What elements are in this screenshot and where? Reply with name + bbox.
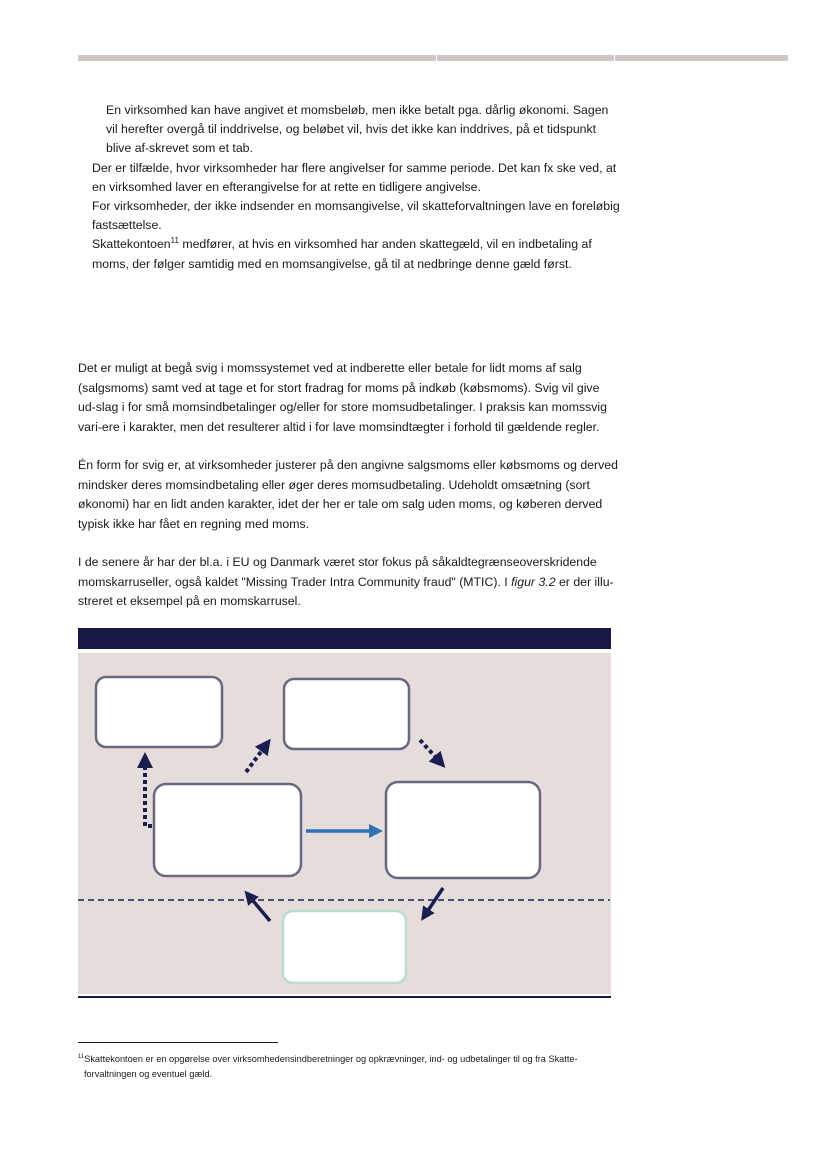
body-paragraph: Én form for svig er, at virksomheder justerer på den angivne salgsmoms eller købsmoms og derved mindsker deres momsindbetaling eller øger deres momsudbetaling. Udeholdt omsætning (sort økonomi) har en lidt anden karakter, idet der her er tale om salg uden moms, og køberen derved typisk ikke har fået en regning med moms. [78,458,618,531]
footnote-number: 11 [78,1053,85,1060]
company-box-center[interactable] [154,784,301,876]
dotted-arrow-up-left [145,760,152,826]
footnote-rule [78,1042,278,1043]
company-box-foreign[interactable] [283,911,406,983]
info-box-paragraph: Skattekontoen$^{11}$ medfører, at hvis en virksomhed har anden skattegæld, vil en indbetaling af moms, der følger samtidig med en momsangivelse, gå til at nedbringe denne gæld først. [92,236,592,271]
dotted-arrow-down-right [420,740,440,762]
figure-reference[interactable]: figur 3.2 [511,574,556,589]
body-paragraph: Det er muligt at begå svig i momssystemet ved at indberette eller betale for lidt moms af salg (salgsmoms) samt ved at tage et for stort fradrag for moms på indkøb (købsmoms). Svig vil give ud-slag i for små momsindbetalinger og/eller for store momsudbetalinger. I praksis kan momssvig vari-ere i karakter, men det resulterer altid i for lave momsindtægter i forhold til gældende regler. [78,361,607,434]
footnote-reference[interactable]: 11 [170,236,179,246]
company-box-top[interactable] [284,679,409,749]
info-box-paragraph: For virksomheder, der ikke indsender en momsangivelse, vil skatteforvaltningen lave en foreløbig fastsættelse. [92,199,620,233]
info-box-paragraph: En virksomhed kan have angivet et momsbeløb, men ikke betalt pga. dårlig økonomi. Sagen vil herefter overgå til inddrivelse, og beløbet vil, hvis det ikke kan inddrives, på et tidspunkt blive af-skrevet som et tab. [106,103,609,156]
info-box-paragraph: Der er tilfælde, hvor virksomheder har flere angivelser for samme periode. Det kan fx ske ved, at en virksomhed laver en efterangivelse for at rette en tidligere angivelse. [92,160,617,194]
footnote: $^{11}$Skattekontoen er en opgørelse over virksomhedensindberetninger og opkrævninger, ind- og udbetalinger til og fra Skatte- forvaltningen og eventuel gæld. [78,1053,578,1079]
company-box-right[interactable] [386,782,540,878]
company-box-left[interactable] [96,677,222,747]
body-paragraph: I de senere år har der bl.a. i EU og Danmark været stor fokus på såkaldtegrænseoverskridende momskarruseller, også kaldet "Missing Trader Intra Community fraud" (MTIC). I figur 3.2 er der illu-streret et eksempel på en momskarrusel. [78,555,614,609]
dotted-arrow-up-right [246,745,266,772]
arrow-down-to-foreign [425,888,443,915]
